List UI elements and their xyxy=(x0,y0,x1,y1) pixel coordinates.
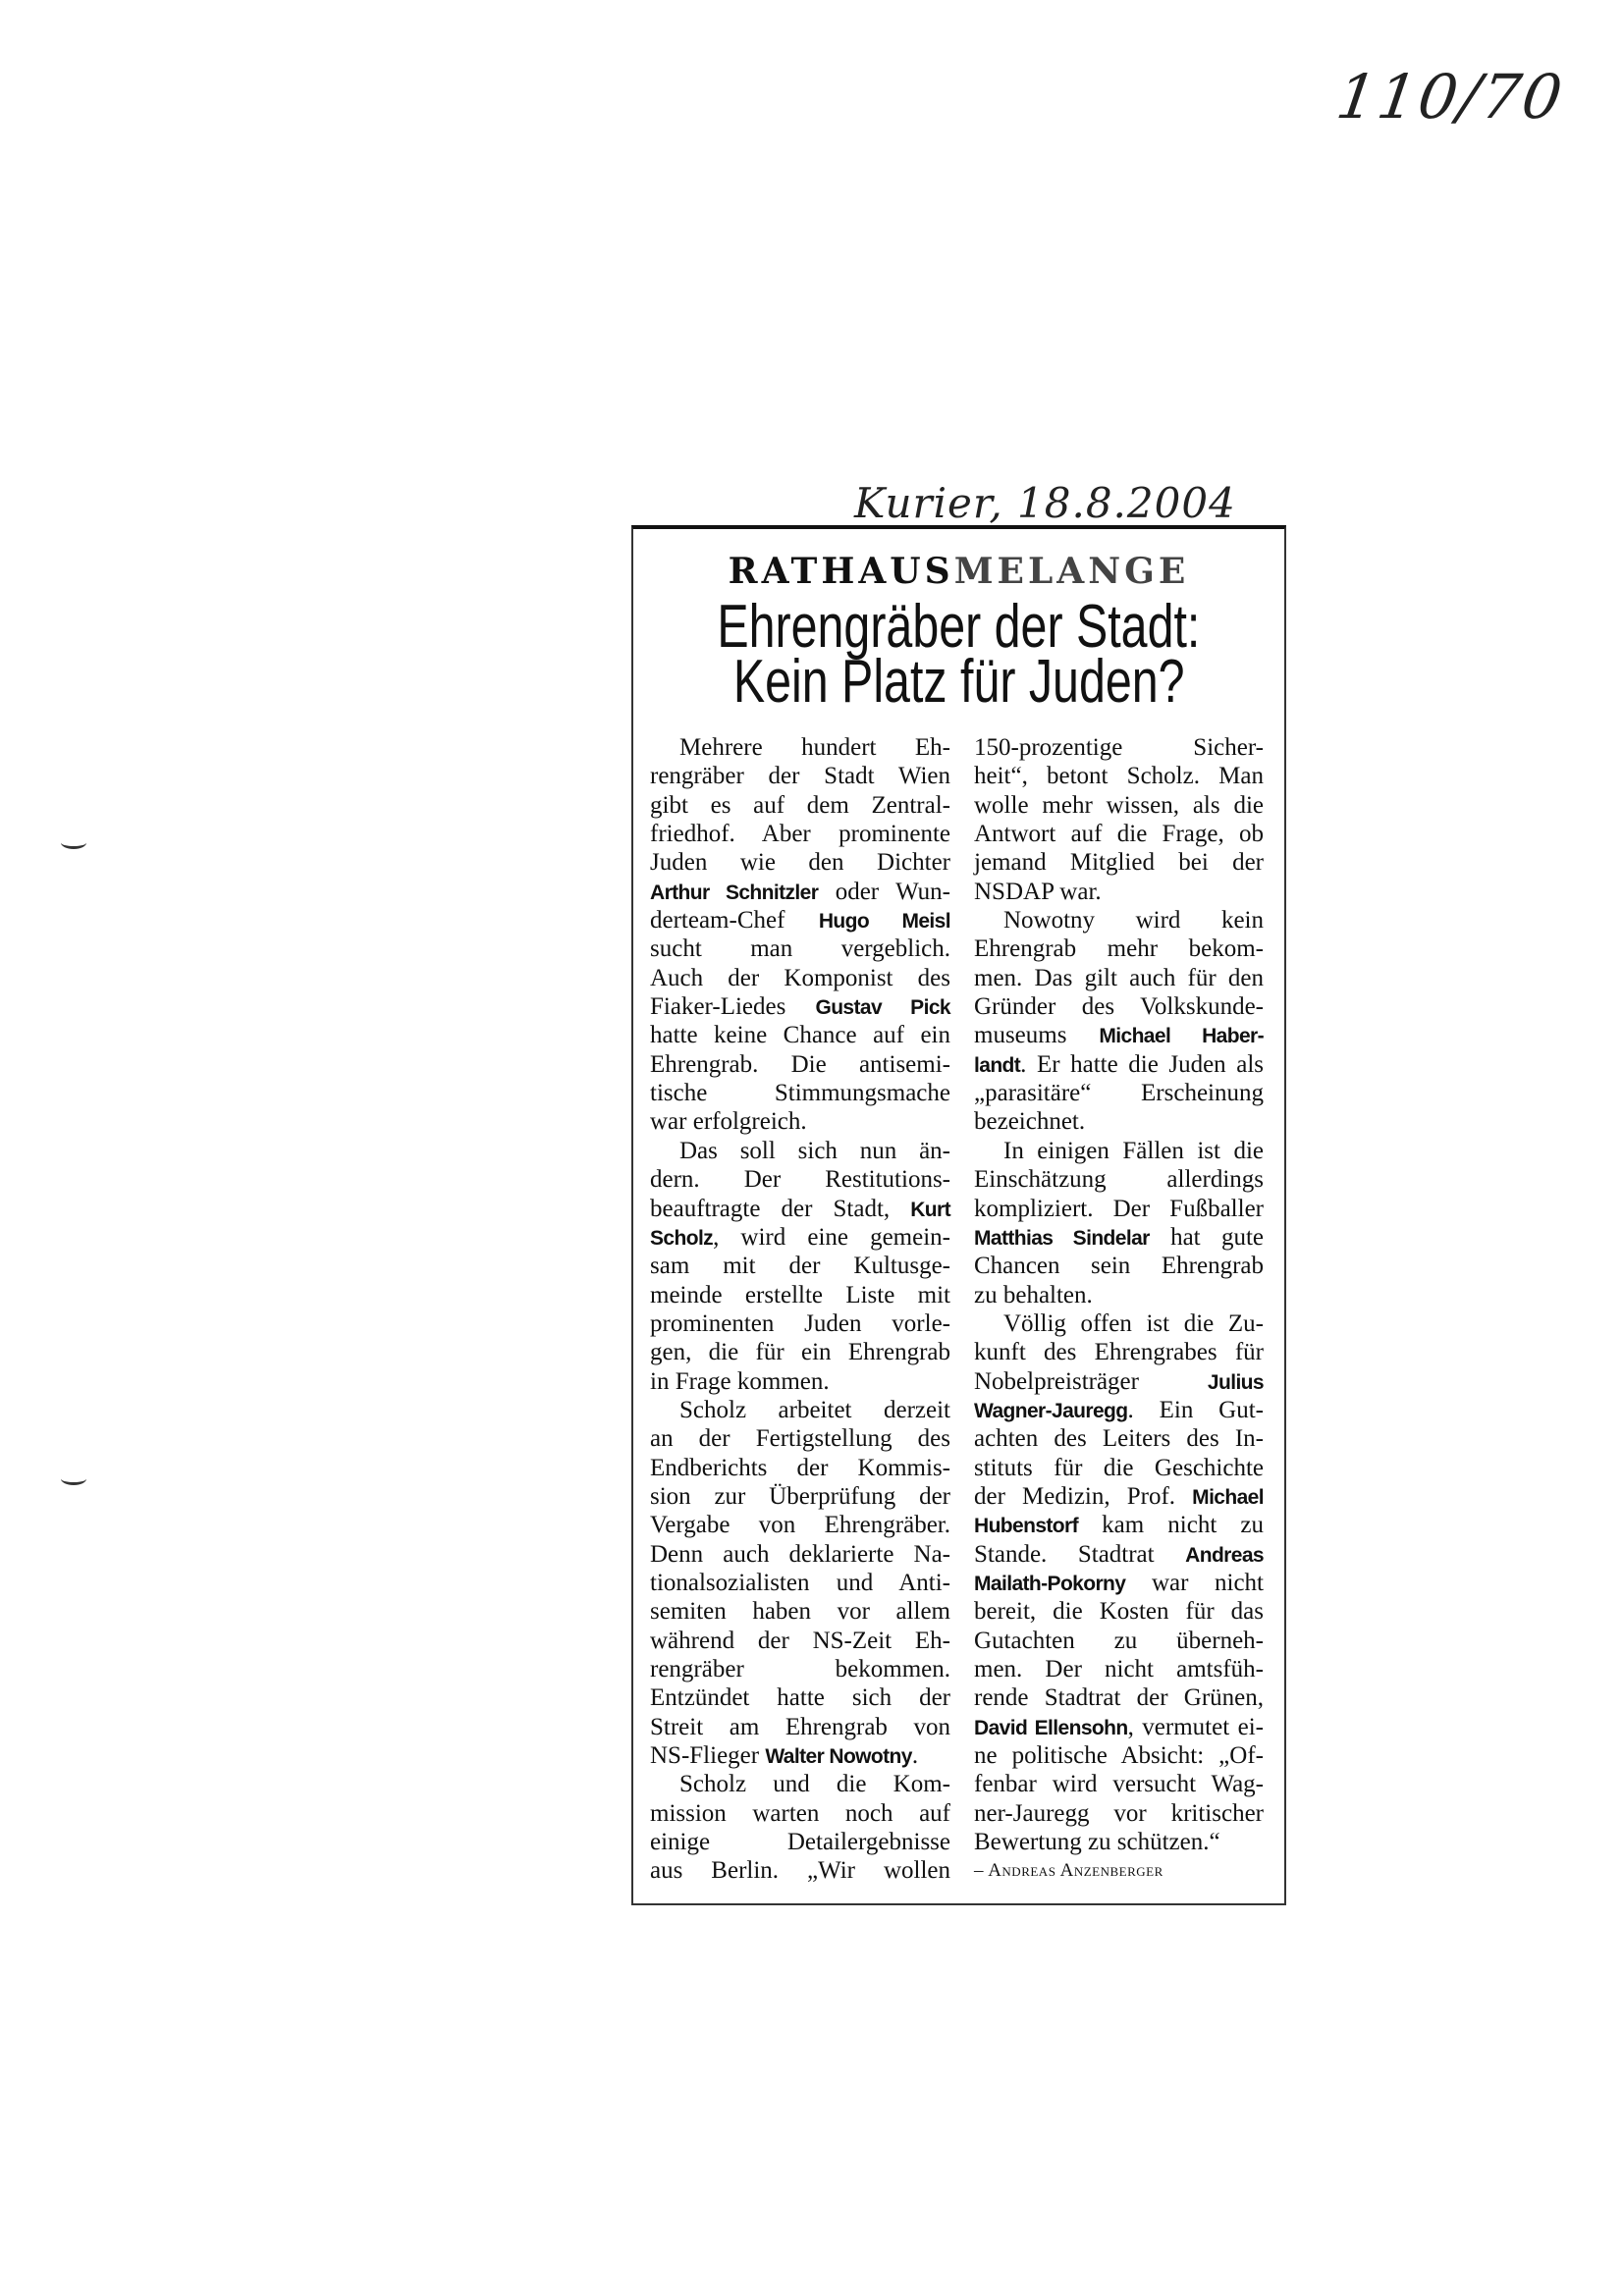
text-run: kam nicht zu xyxy=(1078,1512,1264,1539)
text-run: In einigen Fällen ist die xyxy=(1003,1137,1264,1164)
text-run: Das soll sich nun än- xyxy=(679,1137,950,1164)
handwritten-source-note: Kurier, 18.8.2004 xyxy=(854,479,1236,527)
text-line xyxy=(974,1828,1264,1856)
text-line xyxy=(650,1281,950,1309)
text-line xyxy=(974,1195,1264,1223)
text-run: Fiaker-Liedes xyxy=(650,993,816,1021)
text-line xyxy=(650,992,950,1021)
text-run: aus Berlin. „Wir wollen xyxy=(650,1857,950,1885)
text-run: Scholz und die Kom- xyxy=(679,1771,950,1798)
text-line xyxy=(650,1396,950,1424)
text-run: Ehrengrab mehr bekom- xyxy=(974,935,1264,963)
text-run: Vergabe von Ehrengräber. xyxy=(650,1512,950,1539)
text-line xyxy=(974,934,1264,963)
text-run: stituts für die Geschichte xyxy=(974,1454,1264,1481)
text-line xyxy=(974,733,1264,762)
person-name: Arthur Schnitzler xyxy=(650,881,819,904)
punch-mark xyxy=(61,836,86,849)
text-line xyxy=(974,820,1264,848)
text-line xyxy=(974,1396,1264,1424)
text-run: rengräber bekommen. xyxy=(650,1656,950,1682)
text-line xyxy=(650,1540,950,1569)
text-run: oder Wun- xyxy=(818,878,951,905)
text-line xyxy=(650,1828,950,1856)
text-line xyxy=(650,1338,950,1366)
headline xyxy=(633,593,1284,716)
text-run: war nicht xyxy=(1125,1569,1264,1596)
text-run: Scholz arbeitet derzeit xyxy=(679,1396,950,1423)
text-line xyxy=(974,1540,1264,1569)
text-run: sam mit der Kultusge- xyxy=(650,1253,950,1280)
text-run: gen, die für ein Ehrengrab xyxy=(650,1339,950,1366)
text-line xyxy=(974,1223,1264,1252)
text-run: Bewertung zu schützen.“ xyxy=(974,1829,1220,1856)
text-line xyxy=(974,1683,1264,1712)
person-name: Hugo Meisl xyxy=(818,910,950,934)
person-name: Michael xyxy=(1192,1485,1264,1509)
text-line xyxy=(650,878,950,906)
text-run: der Medizin, Prof. xyxy=(974,1482,1193,1510)
text-run: . xyxy=(911,1742,919,1770)
text-line xyxy=(650,848,950,877)
text-line xyxy=(974,848,1264,877)
headline-line: Ehrengräber der Stadt: xyxy=(717,593,1201,661)
text-line xyxy=(974,791,1264,820)
text-line xyxy=(650,1223,950,1252)
text-line xyxy=(650,1367,950,1396)
text-line xyxy=(974,1367,1264,1396)
text-run: 150-prozentige Sicher- xyxy=(974,734,1264,761)
text-run: Gründer des Volkskunde- xyxy=(974,993,1264,1021)
text-run: . Er hatte die Juden als xyxy=(1020,1050,1264,1078)
text-run: Gutachten zu überneh- xyxy=(974,1627,1264,1654)
text-line xyxy=(974,1597,1264,1626)
text-run: derteam-Chef xyxy=(650,907,819,934)
text-run: sion zur Überprüfung der xyxy=(650,1482,950,1510)
text-line xyxy=(650,1454,950,1482)
text-line xyxy=(650,1683,950,1712)
text-line xyxy=(974,1627,1264,1655)
text-run: Auch der Komponist des xyxy=(650,964,950,991)
text-line xyxy=(650,762,950,790)
text-run: Nobelpreisträger xyxy=(974,1367,1208,1395)
person-name: Scholz xyxy=(650,1226,714,1250)
text-line xyxy=(974,1655,1264,1683)
text-line xyxy=(974,1021,1264,1049)
text-run: war erfolgreich. xyxy=(650,1108,807,1136)
text-line xyxy=(650,1424,950,1453)
text-run: „parasitäre“ Erscheinung xyxy=(974,1080,1264,1107)
text-line xyxy=(650,1597,950,1626)
text-line xyxy=(974,1079,1264,1107)
person-name: Mailath-Pokorny xyxy=(974,1572,1126,1595)
text-run: einige Detailergebnisse xyxy=(650,1829,950,1856)
text-line xyxy=(650,1309,950,1338)
punch-mark xyxy=(61,1472,86,1485)
text-run: Nowotny wird kein xyxy=(1003,907,1264,934)
text-line xyxy=(974,878,1264,906)
text-run: , wird eine gemein- xyxy=(713,1223,950,1251)
text-run: während der NS-Zeit Eh- xyxy=(650,1627,950,1654)
text-line xyxy=(974,1799,1264,1828)
text-run: Völlig offen ist die Zu- xyxy=(1003,1309,1264,1337)
text-run: fenbar wird versucht Wag- xyxy=(974,1771,1264,1798)
text-run: ner-Jauregg vor kritischer xyxy=(974,1799,1264,1827)
text-run: Einschätzung allerdings xyxy=(974,1166,1264,1194)
text-run: dern. Der Restitutions- xyxy=(650,1166,950,1194)
text-run: Endberichts der Kommis- xyxy=(650,1454,950,1481)
text-line xyxy=(650,1770,950,1798)
text-line xyxy=(650,964,950,992)
text-run: bezeichnet. xyxy=(974,1108,1086,1136)
text-run: in Frage kommen. xyxy=(650,1367,830,1395)
text-column-left xyxy=(650,733,950,1886)
text-run: NSDAP war. xyxy=(974,878,1102,905)
person-name: Michael Haber- xyxy=(1099,1025,1264,1048)
text-run: gibt es auf dem Zentral- xyxy=(650,791,950,819)
text-run: Denn auch deklarierte Na- xyxy=(650,1540,950,1568)
text-run: beauftragte der Stadt, xyxy=(650,1195,911,1222)
person-name: David Ellensohn xyxy=(974,1716,1128,1739)
text-line xyxy=(650,791,950,820)
person-name: Gustav Pick xyxy=(815,996,950,1020)
text-line xyxy=(650,733,950,762)
text-line xyxy=(974,1309,1264,1338)
text-line xyxy=(650,906,950,934)
text-line xyxy=(974,1713,1264,1741)
text-run: semiten haben vor allem xyxy=(650,1598,950,1626)
text-run: friedhof. Aber prominente xyxy=(650,821,950,848)
person-name: Julius xyxy=(1207,1370,1264,1394)
text-line xyxy=(650,1107,950,1136)
text-run: wolle mehr wissen, als die xyxy=(974,791,1264,819)
text-line xyxy=(974,1107,1264,1136)
text-run: museums xyxy=(974,1022,1100,1049)
text-line xyxy=(650,1713,950,1741)
text-run: men. Das gilt auch für den xyxy=(974,964,1264,991)
text-line xyxy=(974,1424,1264,1453)
text-run: ne politische Absicht: „Of- xyxy=(974,1742,1264,1770)
text-line xyxy=(974,992,1264,1021)
text-run: kunft des Ehrengrabes für xyxy=(974,1339,1264,1366)
person-name: Matthias Sindelar xyxy=(974,1226,1150,1250)
text-run: rengräber der Stadt Wien xyxy=(650,763,950,790)
text-run: Juden wie den Dichter xyxy=(650,849,950,877)
text-line xyxy=(974,762,1264,790)
text-line xyxy=(650,934,950,963)
text-run: heit“, betont Scholz. Man xyxy=(974,763,1264,790)
text-run: Chancen sein Ehrengrab xyxy=(974,1253,1264,1280)
text-line xyxy=(650,1195,950,1223)
text-line xyxy=(650,1569,950,1597)
text-run: NS-Flieger xyxy=(650,1742,766,1770)
text-line xyxy=(650,1511,950,1539)
person-name: Kurt xyxy=(910,1198,950,1221)
text-run: Streit am Ehrengrab von xyxy=(650,1713,950,1740)
text-run: Mehrere hundert Eh- xyxy=(679,734,950,761)
article-clipping xyxy=(631,525,1286,1905)
text-run: tionalsozialisten und Anti- xyxy=(650,1569,950,1596)
text-line xyxy=(650,1741,950,1770)
person-name: Andreas xyxy=(1185,1543,1264,1567)
text-line xyxy=(974,1511,1264,1539)
text-run: bereit, die Kosten für das xyxy=(974,1598,1264,1626)
text-run: men. Der nicht amtsfüh- xyxy=(974,1656,1264,1682)
text-line xyxy=(650,1165,950,1194)
text-line xyxy=(650,1079,950,1107)
text-run: meinde erstellte Liste mit xyxy=(650,1281,950,1308)
text-line xyxy=(650,1655,950,1683)
text-run: rende Stadtrat der Grünen, xyxy=(974,1684,1264,1712)
author-byline: – Andreas Anzenberger xyxy=(974,1860,1163,1882)
text-run: mission warten noch auf xyxy=(650,1799,950,1827)
text-line xyxy=(650,820,950,848)
text-line xyxy=(974,1050,1264,1079)
text-line xyxy=(974,964,1264,992)
text-line xyxy=(650,1856,950,1885)
text-line xyxy=(974,1770,1264,1798)
text-run: . Ein Gut- xyxy=(1127,1396,1264,1423)
text-line xyxy=(974,1569,1264,1597)
text-run: an der Fertigstellung des xyxy=(650,1425,950,1453)
person-name: Hubenstorf xyxy=(974,1515,1078,1538)
text-line xyxy=(974,906,1264,934)
handwritten-archive-number: 110/70 xyxy=(1331,61,1569,133)
text-run: tische Stimmungsmache xyxy=(650,1080,950,1107)
headline-line: Kein Platz für Juden? xyxy=(732,648,1185,716)
section-kicker xyxy=(633,551,1284,592)
text-run: zu behalten. xyxy=(974,1281,1093,1308)
text-line xyxy=(650,1050,950,1079)
text-line xyxy=(974,1482,1264,1511)
text-line xyxy=(974,1454,1264,1482)
text-run: , vermutet ei- xyxy=(1127,1713,1264,1740)
text-line xyxy=(974,1281,1264,1309)
person-name: Wagner-Jauregg xyxy=(974,1399,1128,1422)
text-line xyxy=(650,1021,950,1049)
person-name: Walter Nowotny xyxy=(765,1745,912,1769)
kicker-dark: RATHAUS xyxy=(728,551,954,592)
text-line xyxy=(650,1252,950,1280)
text-run: Stande. Stadtrat xyxy=(974,1540,1186,1568)
text-run: kompliziert. Der Fußballer xyxy=(974,1195,1264,1222)
text-line xyxy=(650,1627,950,1655)
text-line xyxy=(974,1741,1264,1770)
text-line xyxy=(650,1799,950,1828)
text-line xyxy=(974,1165,1264,1194)
text-line xyxy=(974,1338,1264,1366)
text-run: Ehrengrab. Die antisemi- xyxy=(650,1050,950,1078)
text-run: hat gute xyxy=(1149,1223,1264,1251)
text-run: jemand Mitglied bei der xyxy=(974,849,1264,877)
text-line xyxy=(650,1482,950,1511)
text-run: Antwort auf die Frage, ob xyxy=(974,821,1264,848)
text-run: sucht man vergeblich. xyxy=(650,935,950,963)
kicker-light: MELANGE xyxy=(953,551,1190,592)
text-run: hatte keine Chance auf ein xyxy=(650,1022,950,1049)
person-name: landt xyxy=(974,1053,1021,1077)
text-column-right xyxy=(974,733,1264,1886)
text-line xyxy=(650,1137,950,1165)
text-run: prominenten Juden vorle- xyxy=(650,1309,950,1337)
text-run: Entzündet hatte sich der xyxy=(650,1684,950,1712)
text-line xyxy=(974,1252,1264,1280)
text-line xyxy=(974,1137,1264,1165)
text-run: achten des Leiters des In- xyxy=(974,1425,1264,1453)
